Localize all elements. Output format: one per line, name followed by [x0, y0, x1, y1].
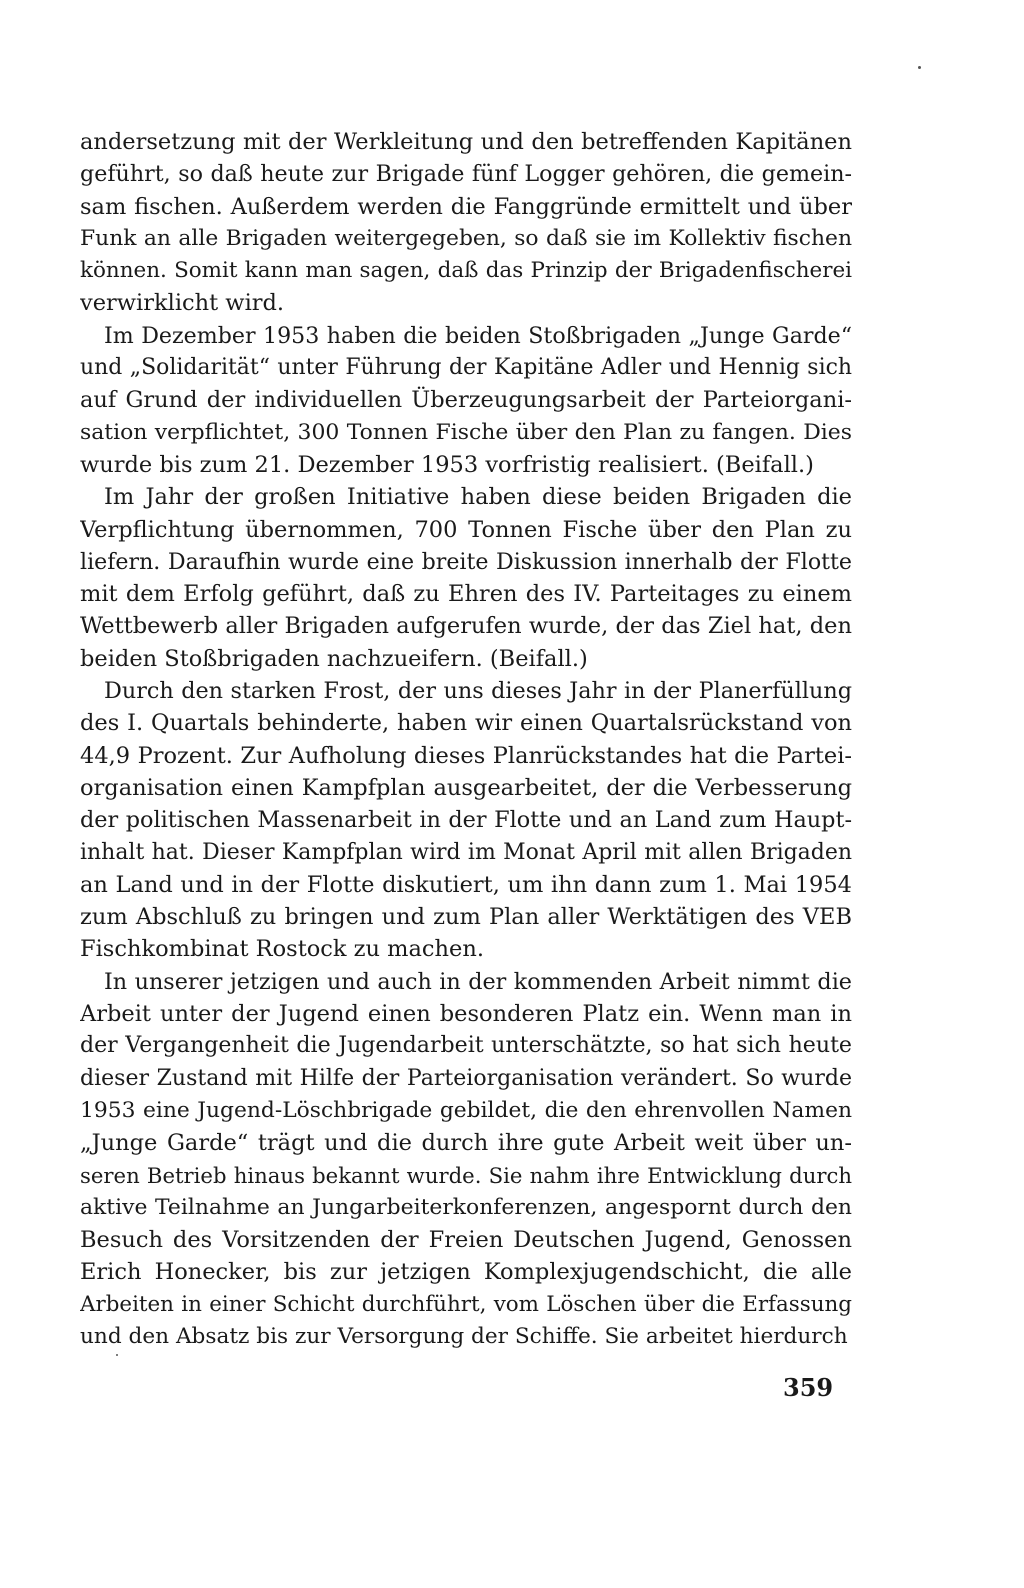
text-line: andersetzung mit der Werkleitung und den betreffenden Kapitänen: [80, 129, 852, 155]
text-line: Arbeiten in einer Schicht durchführt, vom Löschen über die Erfassung: [80, 1291, 852, 1317]
text-line: dieser Zustand mit Hilfe der Parteiorganisation verändert. So wurde: [80, 1065, 852, 1091]
text-line: sam fischen. Außerdem werden die Fanggründe ermittelt und über: [80, 193, 852, 220]
text-line: 1953 eine Jugend-Löschbrigade gebildet, die den ehrenvollen Namen: [80, 1097, 852, 1123]
text-line: In unserer jetzigen und auch in der kommenden Arbeit nimmt die: [104, 968, 852, 995]
text-line: wurde bis zum 21. Dezember 1953 vorfristig realisiert. (Beifall.): [80, 451, 814, 478]
text-line: beiden Stoßbrigaden nachzueifern. (Beifall.): [80, 645, 588, 672]
text-line: 44,9 Prozent. Zur Aufholung dieses Planrückstandes hat die Partei-: [80, 742, 852, 769]
page-number: 359: [783, 1373, 834, 1402]
text-line: aktive Teilnahme an Jungarbeiterkonferenzen, angespornt durch den: [80, 1194, 852, 1220]
text-line: Erich Honecker, bis zur jetzigen Komplexjugendschicht, die alle: [80, 1259, 852, 1286]
text-line: Fischkombinat Rostock zu machen.: [80, 936, 484, 963]
text-line: Funk an alle Brigaden weitergegeben, so daß sie im Kollektiv fischen: [80, 225, 852, 251]
text-line: und „Solidarität“ unter Führung der Kapitäne Adler und Hennig sich: [80, 355, 852, 381]
paper-speck: [116, 1354, 118, 1356]
paragraph: [80, 126, 852, 320]
text-line: mit dem Erfolg geführt, daß zu Ehren des IV. Parteitages zu einem: [80, 581, 852, 608]
text-line: Im Jahr der großen Initiative haben diese beiden Brigaden die: [104, 484, 852, 511]
text-line: des I. Quartals behinderte, haben wir einen Quartalsrückstand von: [80, 710, 852, 737]
text-line: Arbeit unter der Jugend einen besonderen Platz ein. Wenn man in: [80, 1001, 852, 1028]
paragraph: [80, 320, 852, 481]
paper-speck: [918, 66, 921, 69]
text-line: Wettbewerb aller Brigaden aufgerufen wurde, der das Ziel hat, den: [80, 613, 852, 640]
text-line: inhalt hat. Dieser Kampfplan wird im Monat April mit allen Brigaden: [80, 839, 852, 865]
paragraph: [80, 966, 852, 1354]
text-line: geführt, so daß heute zur Brigade fünf Logger gehören, die gemein-: [80, 161, 852, 188]
text-line: sation verpflichtet, 300 Tonnen Fische über den Plan zu fangen. Dies: [80, 419, 852, 445]
text-line: und den Absatz bis zur Versorgung der Schiffe. Sie arbeitet hierdurch: [80, 1323, 848, 1349]
text-line: seren Betrieb hinaus bekannt wurde. Sie nahm ihre Entwicklung durch: [80, 1162, 852, 1188]
body-text: [80, 126, 852, 1353]
text-line: der Vergangenheit die Jugendarbeit unterschätzte, so hat sich heute: [80, 1033, 852, 1059]
paragraph: [80, 675, 852, 966]
text-line: Durch den starken Frost, der uns dieses Jahr in der Planerfüllung: [104, 678, 852, 705]
text-line: „Junge Garde“ trägt und die durch ihre gute Arbeit weit über un-: [80, 1130, 852, 1157]
text-line: Besuch des Vorsitzenden der Freien Deutschen Jugend, Genossen: [80, 1227, 852, 1254]
paragraph: [80, 481, 852, 675]
text-line: organisation einen Kampfplan ausgearbeitet, der die Verbesserung: [80, 774, 852, 801]
text-line: Im Dezember 1953 haben die beiden Stoßbrigaden „Junge Garde“: [104, 322, 852, 349]
text-line: liefern. Daraufhin wurde eine breite Diskussion innerhalb der Flotte: [80, 548, 852, 575]
text-line: an Land und in der Flotte diskutiert, um ihn dann zum 1. Mai 1954: [80, 871, 852, 898]
text-line: verwirklicht wird.: [80, 290, 285, 317]
text-line: Verpflichtung übernommen, 700 Tonnen Fische über den Plan zu: [80, 516, 852, 543]
text-line: zum Abschluß zu bringen und zum Plan aller Werktätigen des VEB: [80, 904, 852, 931]
text-line: der politischen Massenarbeit in der Flotte und an Land zum Haupt-: [80, 807, 852, 834]
text-line: auf Grund der individuellen Überzeugungsarbeit der Parteiorgani-: [80, 387, 852, 414]
text-line: können. Somit kann man sagen, daß das Prinzip der Brigadenfischerei: [80, 258, 852, 284]
